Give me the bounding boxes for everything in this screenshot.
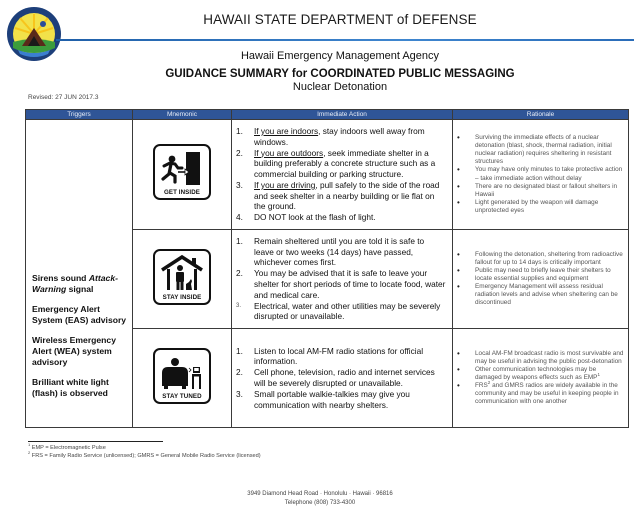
bullet-icon: •	[457, 197, 460, 207]
rationale-item	[453, 199, 624, 215]
footer-address: 3949 Diamond Head Road · Honolulu · Hawaii · 96816	[247, 491, 393, 497]
rationale-text: Following the detonation, sheltering from radioactive fallout for up to 14 days is critically important	[475, 250, 623, 266]
action-item	[232, 126, 446, 148]
action-item	[232, 301, 446, 323]
trigger-text: signal	[66, 284, 94, 294]
rationale-text: FRS	[475, 382, 488, 390]
immediate-action-cell	[232, 230, 453, 329]
action-list	[232, 236, 452, 322]
rationale-cell	[453, 329, 629, 428]
triggers-cell	[26, 120, 133, 428]
action-text: You may be advised that it is safe to leave your shelter for short periods of time to locate food, water and medical care.	[254, 268, 446, 300]
action-item	[232, 236, 446, 268]
agency-title: HAWAII STATE DEPARTMENT of DEFENSE	[203, 12, 477, 27]
column-header-mnemonic: Mnemonic	[133, 110, 232, 120]
column-header-triggers: Triggers	[26, 110, 133, 120]
action-number: 2.	[236, 268, 243, 279]
rationale-list	[453, 134, 628, 215]
action-number: 3.	[236, 179, 243, 190]
trigger-eas: Emergency Alert System (EAS) advisory	[32, 304, 127, 325]
footnote-marker: 1	[28, 442, 31, 448]
bullet-icon: •	[457, 282, 460, 292]
action-condition: If you are indoors	[254, 125, 319, 136]
action-text: Listen to local AM-FM radio stations for official information.	[254, 345, 424, 367]
rationale-item	[453, 251, 624, 267]
stay-tuned-icon	[153, 348, 211, 404]
footnote-2	[28, 450, 261, 459]
table-header-row	[26, 110, 629, 120]
action-text: , pull safely to the side of the road and seek shelter in a nearby building or lie flat on the ground.	[254, 179, 440, 212]
rationale-item	[453, 283, 624, 307]
action-number: 3.	[236, 388, 243, 399]
sub-agency: Hawaii Emergency Management Agency	[240, 50, 440, 62]
rationale-item	[453, 267, 624, 283]
action-item	[232, 148, 446, 180]
action-number: 1.	[236, 125, 243, 136]
action-number: 4.	[236, 212, 243, 223]
rationale-text: There are no designated blast or fallout shelters in Hawaii	[475, 182, 618, 198]
document-subtitle: Nuclear Detonation	[292, 81, 388, 93]
mnemonic-cell	[133, 230, 232, 329]
action-text: Cell phone, television, radio and internet services will be severely disrupted or unavailable.	[254, 367, 435, 388]
rationale-cell	[453, 230, 629, 329]
action-number: 2.	[236, 367, 243, 378]
rationale-list	[453, 350, 628, 407]
table-row	[26, 120, 629, 230]
action-list	[232, 346, 452, 411]
action-number: 1.	[236, 235, 243, 246]
bullet-icon: •	[457, 381, 460, 391]
rationale-item	[453, 366, 624, 382]
action-number: 1.	[236, 345, 243, 356]
action-text: , stay indoors well away from windows.	[254, 125, 425, 147]
rationale-text: Public may need to briefly leave their shelters to locate essential supplies and equipment	[475, 266, 611, 282]
document-title: GUIDANCE SUMMARY for COORDINATED PUBLIC MESSAGING	[165, 68, 515, 80]
revision-date: Revised: 27 JUN 2017.3	[28, 94, 99, 101]
action-number: 2.	[236, 147, 243, 158]
trigger-white-light: Brilliant white light (flash) is observed	[32, 377, 109, 398]
bullet-icon: •	[457, 364, 460, 374]
rationale-text: Light generated by the weapon will damage unprotected eyes	[475, 198, 599, 214]
get-inside-icon	[153, 144, 211, 200]
action-condition: If you are outdoors	[254, 147, 324, 158]
rationale-text: Emergency Management will assess residual radiation levels and advise when sheltering can be discontinued	[475, 283, 618, 307]
footnote-ref: 2	[487, 379, 491, 385]
rationale-text: Local AM-FM broadcast radio is most survivable and may be useful in advising the public post-detonation	[475, 349, 624, 365]
bullet-icon: •	[457, 133, 460, 143]
column-header-rationale: Rationale	[453, 110, 629, 120]
rationale-cell	[453, 120, 629, 230]
trigger-emphasis: Attack-Warning	[32, 273, 118, 294]
bullet-icon: •	[457, 265, 460, 275]
action-text: Small portable walkie-talkies may give you communication with nearby shelters.	[254, 388, 410, 410]
rationale-item	[453, 166, 624, 182]
rationale-text: and GMRS radios are widely available in the community and may be useful in keeping people in communication with one another	[475, 382, 619, 406]
rationale-list	[453, 251, 628, 308]
mnemonic-cell	[133, 329, 232, 428]
immediate-action-cell	[232, 329, 453, 428]
rationale-item	[453, 134, 624, 166]
trigger-wea: Wireless Emergency Alert (WEA) system advisory	[32, 335, 116, 367]
bullet-icon: •	[457, 249, 460, 259]
action-item	[232, 212, 446, 223]
action-text: DO NOT look at the flash of light.	[254, 212, 376, 223]
guidance-table	[25, 109, 629, 428]
bullet-icon: •	[457, 165, 460, 175]
header-rule	[56, 39, 634, 41]
action-condition: If you are driving	[254, 179, 316, 190]
action-number: 3.	[236, 302, 242, 309]
rationale-item	[453, 183, 624, 199]
action-item	[232, 389, 446, 411]
footer-telephone: Telephone (808) 733-4300	[284, 500, 356, 506]
rationale-item	[453, 379, 624, 406]
footnote-divider	[28, 441, 163, 442]
action-item	[232, 268, 446, 300]
mnemonic-label: STAY TUNED	[162, 392, 202, 400]
footnote-marker: 2	[28, 450, 31, 456]
rationale-text: Surviving the immediate effects of a nuclear detonation (blast, shock, thermal radiation, initial nuclear radiation) requires sheltering in resistant structures	[475, 134, 612, 166]
bullet-icon: •	[457, 181, 460, 191]
action-text: Electrical, water and other utilities may be severely disrupted or unavailable.	[254, 300, 441, 322]
action-text: , seek immediate shelter in a building preferably a concrete structure such as a commercial building or parking structure.	[254, 147, 436, 180]
action-list	[232, 126, 452, 223]
mnemonic-label: STAY INSIDE	[162, 293, 202, 301]
mnemonic-label: GET INSIDE	[163, 189, 201, 196]
rationale-text: Other communication technologies may be damaged by weapons effects such as EMP	[475, 365, 598, 381]
mnemonic-cell	[133, 120, 232, 230]
immediate-action-cell	[232, 120, 453, 230]
column-header-immediate-action: Immediate Action	[232, 110, 453, 120]
action-text: Remain sheltered until you are told it is safe to leave or two weeks (14 days) have passed, whichever comes first.	[254, 235, 425, 268]
footnote-text: EMP = Electromagnetic Pulse	[30, 445, 106, 451]
trigger-sirens	[32, 273, 128, 295]
action-item	[232, 180, 446, 212]
action-item	[232, 367, 446, 389]
rationale-text: You may have only minutes to take protective action – take immediate action without delay	[475, 166, 623, 182]
bullet-icon: •	[457, 348, 460, 358]
footnote-1	[28, 442, 106, 451]
footnote-text: FRS = Family Radio Service (unlicensed); GMRS = General Mobile Radio Service (licensed)	[30, 453, 261, 459]
trigger-text: Sirens sound	[32, 273, 89, 283]
rationale-item	[453, 350, 624, 366]
stay-inside-icon	[153, 249, 211, 305]
action-item	[232, 346, 446, 368]
footnote-ref: 1	[597, 371, 600, 377]
